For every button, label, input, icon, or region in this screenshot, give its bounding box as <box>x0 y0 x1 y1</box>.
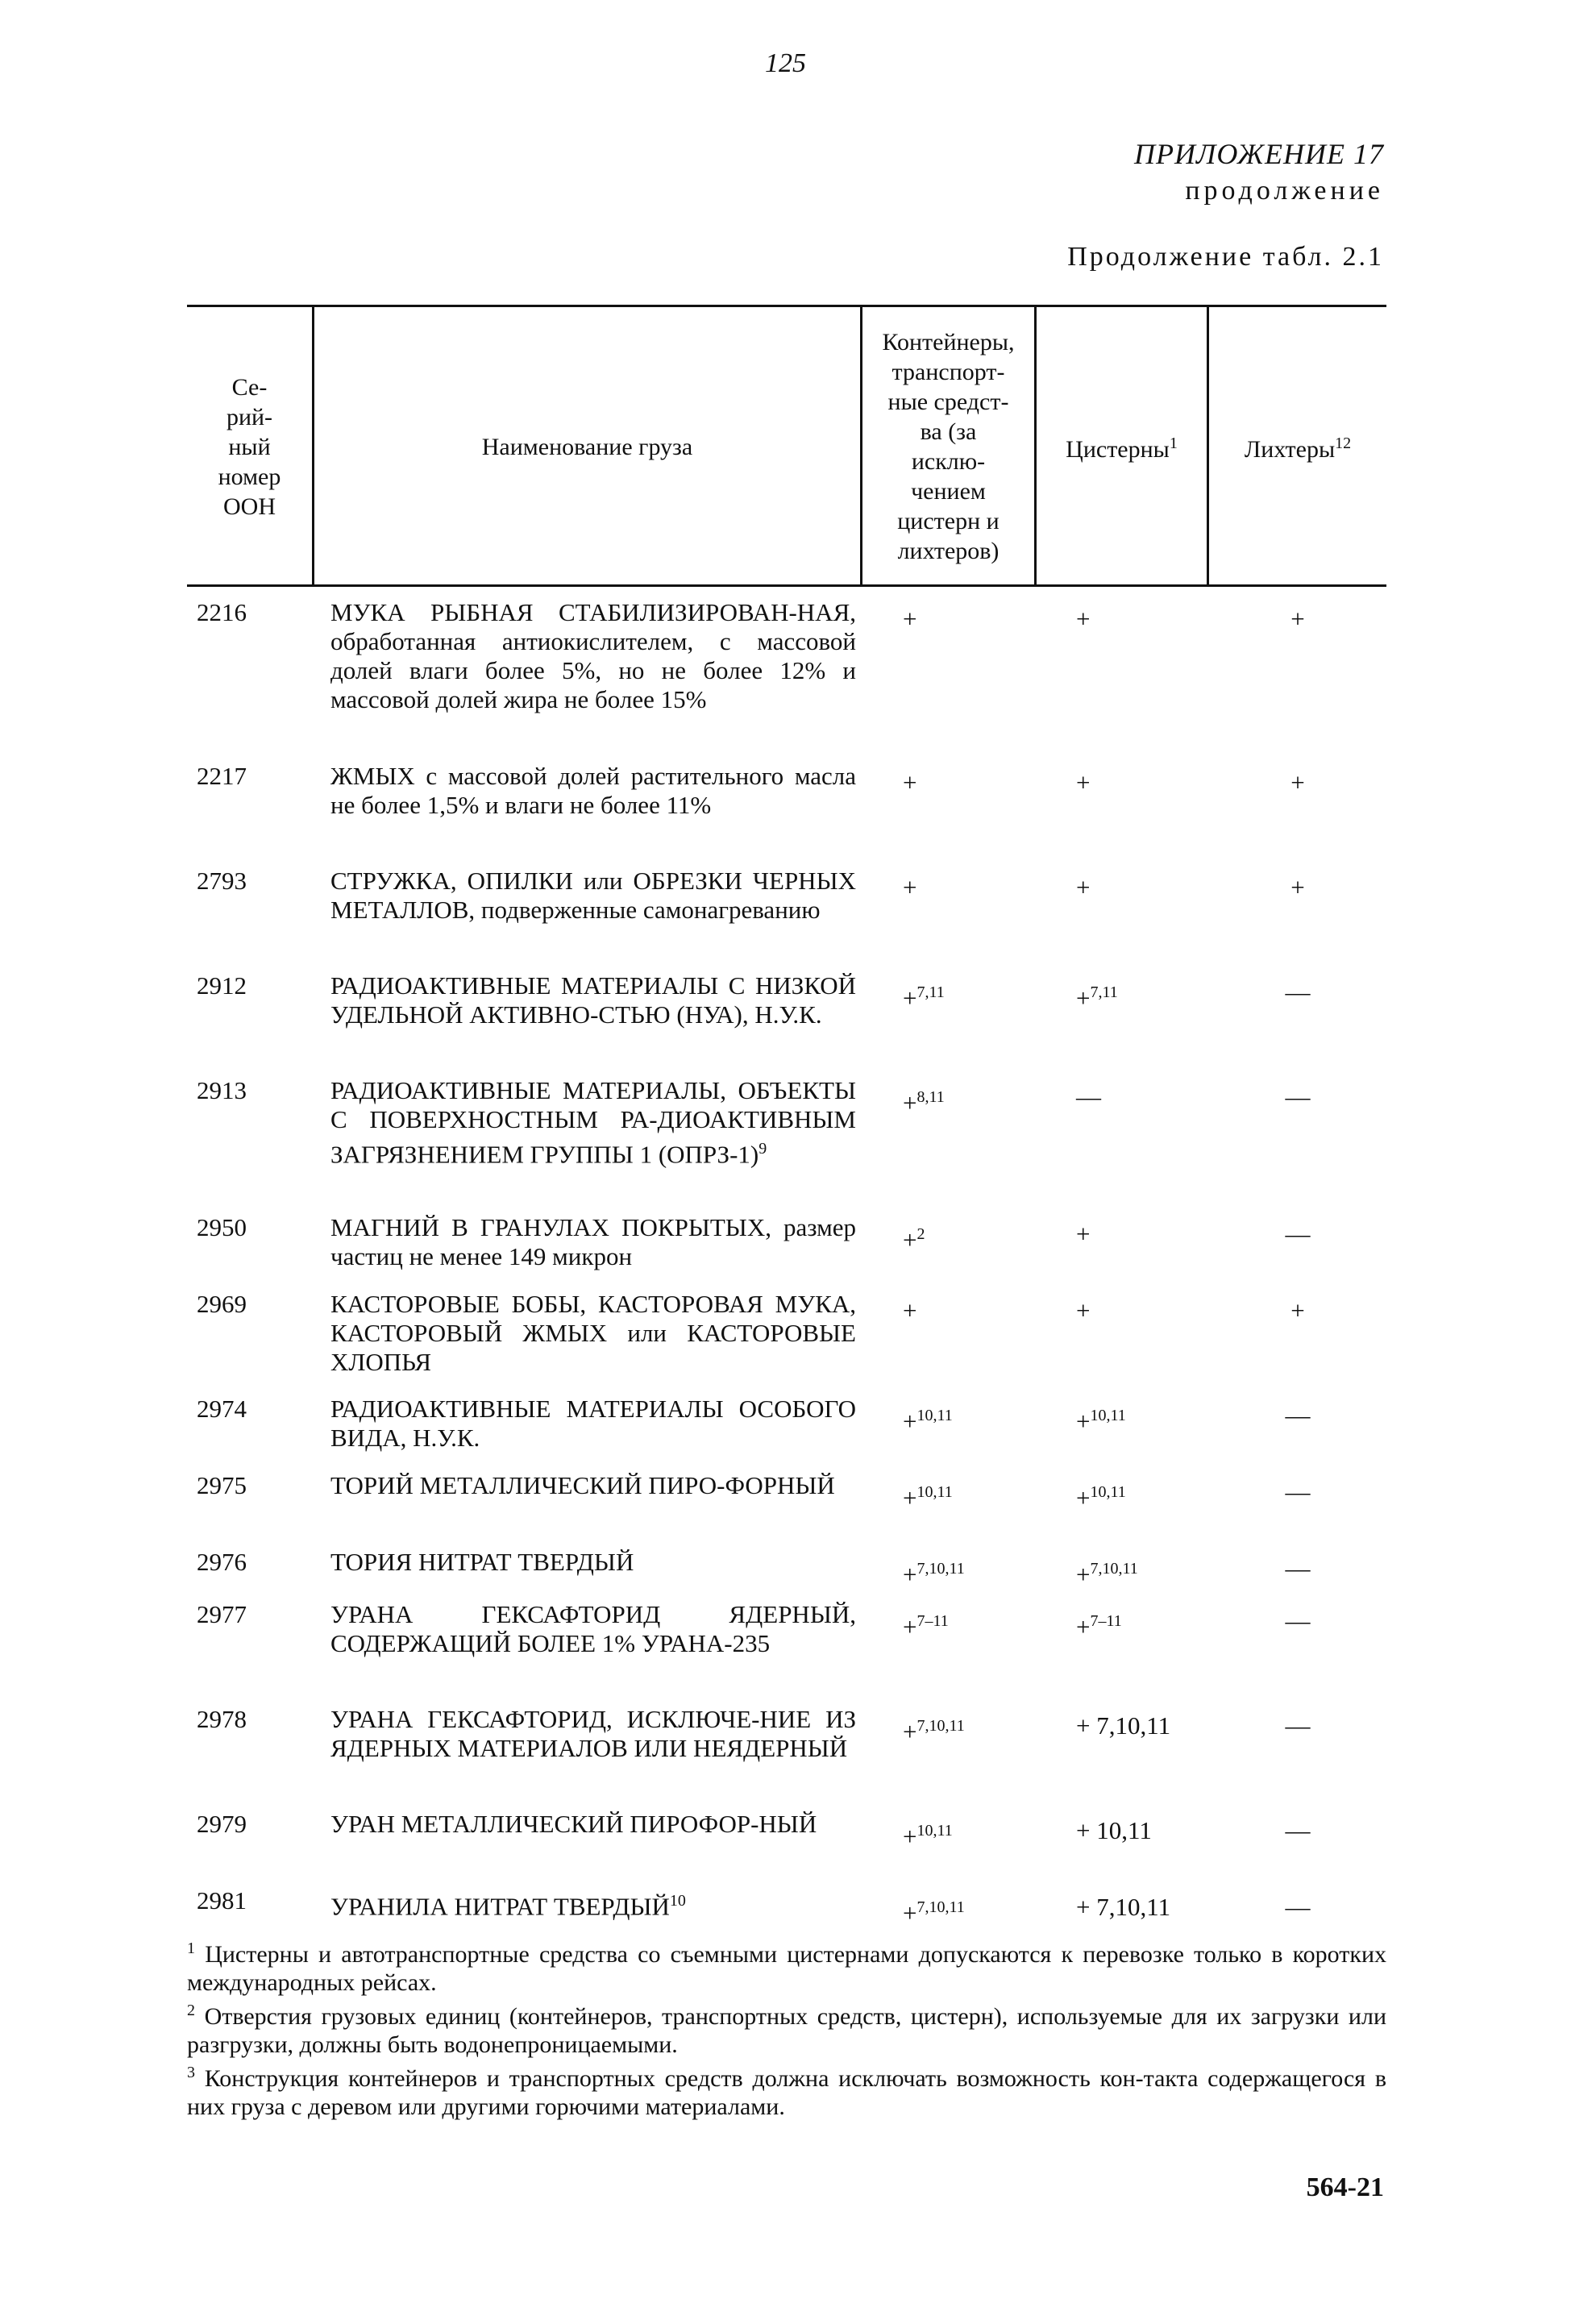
tanks-permit-cell <box>1076 768 1237 797</box>
footnote-text: Отверстия грузовых единиц (контейнеров, транспортных средств, цистерн), используемые для их загрузки или разгрузки, должны быть водонепроницаемыми. <box>187 2003 1387 2058</box>
containers-permit-sign: + <box>903 605 917 633</box>
containers-permit-cell <box>903 1711 1040 1746</box>
lighters-permit-sign: — <box>1285 1401 1311 1429</box>
header-un-number-label: Се- рий- ный номер ООН <box>218 373 281 520</box>
containers-permit-sign: + <box>903 1225 917 1254</box>
lighters-permit-cell <box>1270 873 1326 902</box>
tanks-permit-cell <box>1076 1816 1237 1845</box>
cargo-name-text: УРАНА ГЕКСАФТОРИД ЯДЕРНЫЙ, СОДЕРЖАЩИЙ БОЛЕЕ 1% УРАНА-235 <box>330 1600 856 1657</box>
tanks-permit-sign: + 7,10,11 <box>1076 1893 1171 1921</box>
tanks-permit-cell <box>1076 1296 1237 1325</box>
cargo-name-text: УРАН МЕТАЛЛИЧЕСКИЙ ПИРОФОР-НЫЙ <box>330 1810 817 1838</box>
cargo-name-text: МАГНИЙ В ГРАНУЛАХ ПОКРЫТЫХ, размер частиц не менее 149 микрон <box>330 1213 856 1270</box>
lighters-permit-cell <box>1270 1478 1326 1507</box>
cargo-name-cell <box>330 867 856 925</box>
containers-permit-footnote-marks: 8,11 <box>916 1088 945 1106</box>
cargo-name-footnote-mark: 9 <box>758 1140 767 1158</box>
lighters-permit-sign: — <box>1285 978 1311 1006</box>
lighters-permit-cell <box>1270 1816 1326 1845</box>
tanks-permit-sign: + <box>1076 1483 1091 1512</box>
sheet-code: 564-21 <box>1306 2172 1384 2202</box>
tanks-permit-sign: + <box>1076 605 1091 633</box>
footnote <box>187 1935 1386 1997</box>
cargo-name-cell <box>330 1290 856 1377</box>
containers-permit-sign: + <box>903 1407 917 1436</box>
cargo-name-cell <box>330 971 856 1029</box>
containers-permit-cell <box>903 1607 1040 1641</box>
tanks-permit-sign: + 10,11 <box>1076 1816 1152 1844</box>
lighters-permit-sign: — <box>1285 1893 1311 1921</box>
containers-permit-footnote-marks: 2 <box>916 1225 925 1243</box>
tanks-permit-sign: + <box>1076 1612 1091 1641</box>
header-un-number <box>187 309 312 584</box>
tanks-permit-cell <box>1076 1083 1237 1112</box>
header-lighters-text: Лихтеры <box>1244 436 1336 463</box>
tanks-permit-cell <box>1076 1478 1237 1512</box>
lighters-permit-cell <box>1270 1401 1326 1430</box>
tanks-permit-sign: — <box>1076 1083 1101 1111</box>
containers-permit-sign: + <box>903 1560 917 1589</box>
tanks-permit-cell <box>1076 873 1237 902</box>
containers-permit-cell <box>903 1893 1040 1927</box>
containers-permit-sign: + <box>903 983 917 1012</box>
lighters-permit-cell <box>1270 1083 1326 1112</box>
cargo-name-cell <box>330 1886 856 1921</box>
cargo-name-text: ТОРИЙ МЕТАЛЛИЧЕСКИЙ ПИРО-ФОРНЫЙ <box>330 1471 835 1499</box>
header-lighters-label <box>1245 429 1351 464</box>
table-caption: Продолжение табл. 2.1 <box>1067 242 1384 272</box>
tanks-permit-sign: + <box>1076 1560 1091 1589</box>
containers-permit-footnote-marks: 7,10,11 <box>916 1560 965 1578</box>
containers-permit-footnote-marks: 10,11 <box>916 1483 953 1501</box>
tanks-permit-sign: + <box>1076 768 1091 796</box>
lighters-permit-sign: — <box>1285 1607 1311 1635</box>
footnote-mark: 2 <box>187 2002 195 2019</box>
un-number-cell: 2978 <box>197 1705 247 1733</box>
cargo-name-cell <box>330 598 856 714</box>
lighters-permit-cell <box>1270 978 1326 1007</box>
lighters-permit-sign: + <box>1290 605 1305 633</box>
header-lighters-footnote-mark: 12 <box>1335 434 1352 452</box>
header-tanks-footnote-mark: 1 <box>1169 434 1178 452</box>
lighters-permit-sign: — <box>1285 1083 1311 1111</box>
containers-permit-sign: + <box>903 1717 917 1746</box>
containers-permit-cell <box>903 978 1040 1012</box>
containers-permit-footnote-marks: 7,10,11 <box>916 1898 965 1916</box>
footnote-text: Конструкция контейнеров и транспортных средств должна исключать возможность кон-такта содержащегося в них груза с деревом или другими горючими материалами. <box>187 2065 1387 2120</box>
un-number-cell: 2975 <box>197 1471 247 1499</box>
page-number: 125 <box>765 48 806 78</box>
containers-permit-cell <box>903 768 1040 797</box>
containers-permit-footnote-marks: 10,11 <box>916 1407 953 1424</box>
lighters-permit-sign: — <box>1285 1554 1311 1582</box>
tanks-permit-cell <box>1076 1401 1237 1436</box>
containers-permit-sign: + <box>903 768 917 796</box>
tanks-permit-cell <box>1076 1220 1237 1249</box>
header-lighters <box>1209 309 1386 584</box>
tanks-permit-cell <box>1076 1554 1237 1589</box>
header-tanks-label <box>1066 429 1178 464</box>
tanks-permit-footnote-marks: 10,11 <box>1090 1407 1126 1424</box>
containers-permit-footnote-marks: 7,10,11 <box>916 1717 965 1735</box>
tanks-permit-footnote-marks: 7,11 <box>1090 983 1118 1001</box>
cargo-name-text: ЖМЫХ с массовой долей растительного масла не более 1,5% и влаги не более 11% <box>330 762 856 819</box>
containers-permit-cell <box>903 873 1040 902</box>
tanks-permit-footnote-marks: 10,11 <box>1090 1483 1126 1501</box>
footnote <box>187 2059 1386 2121</box>
containers-permit-sign: + <box>903 1088 917 1117</box>
containers-permit-sign: + <box>903 1483 917 1512</box>
containers-permit-footnote-marks: 7–11 <box>916 1612 949 1630</box>
cargo-name-text: ТОРИЯ НИТРАТ ТВЕРДЫЙ <box>330 1548 634 1576</box>
lighters-permit-sign: — <box>1285 1220 1311 1248</box>
cargo-name-text: РАДИОАКТИВНЫЕ МАТЕРИАЛЫ С НИЗКОЙ УДЕЛЬНОЙ АКТИВНО-СТЬЮ (НУА), Н.У.К. <box>330 971 856 1029</box>
cargo-name-text: МУКА РЫБНАЯ СТАБИЛИЗИРОВАН-НАЯ, обработанная антиокислителем, с массовой долей влаги более 5%, но не более 12% и массовой долей жира не более 15% <box>330 598 856 713</box>
tanks-permit-footnote-marks: 7,10,11 <box>1090 1560 1138 1578</box>
header-cargo-name <box>314 309 860 584</box>
cargo-name-cell <box>330 1395 856 1453</box>
lighters-permit-cell <box>1270 1220 1326 1249</box>
tanks-permit-cell <box>1076 605 1237 634</box>
tanks-permit-cell <box>1076 978 1237 1012</box>
un-number-cell: 2913 <box>197 1076 247 1104</box>
containers-permit-sign: + <box>903 1612 917 1641</box>
footnote-mark: 3 <box>187 2064 195 2081</box>
lighters-permit-sign: + <box>1290 873 1305 901</box>
un-number-cell: 2217 <box>197 762 247 790</box>
tanks-permit-cell <box>1076 1607 1237 1641</box>
tanks-permit-sign: + 7,10,11 <box>1076 1711 1171 1740</box>
appendix-title: ПРИЛОЖЕНИЕ 17 <box>1134 138 1384 170</box>
cargo-name-text: УРАНА ГЕКСАФТОРИД, ИСКЛЮЧЕ-НИЕ ИЗ ЯДЕРНЫХ МАТЕРИАЛОВ ИЛИ НЕЯДЕРНЫЙ <box>330 1705 856 1762</box>
un-number-cell: 2974 <box>197 1395 247 1423</box>
containers-permit-cell <box>903 1083 1040 1117</box>
cargo-name-cell <box>330 1076 856 1169</box>
cargo-name-footnote-mark: 10 <box>669 1892 686 1910</box>
containers-permit-footnote-marks: 10,11 <box>916 1822 953 1840</box>
containers-permit-sign: + <box>903 1822 917 1851</box>
tanks-permit-sign: + <box>1076 873 1091 901</box>
tanks-permit-sign: + <box>1076 983 1091 1012</box>
containers-permit-sign: + <box>903 1898 917 1927</box>
containers-permit-cell <box>903 1554 1040 1589</box>
lighters-permit-cell <box>1270 605 1326 634</box>
header-tanks-text: Цистерны <box>1066 436 1170 463</box>
lighters-permit-cell <box>1270 768 1326 797</box>
lighters-permit-sign: — <box>1285 1478 1311 1506</box>
un-number-cell: 2969 <box>197 1290 247 1318</box>
lighters-permit-sign: + <box>1290 1296 1305 1324</box>
un-number-cell: 2793 <box>197 867 247 895</box>
cargo-name-text: КАСТОРОВЫЕ БОБЫ, КАСТОРОВАЯ МУКА, КАСТОРОВЫЙ ЖМЫХ или КАСТОРОВЫЕ ХЛОПЬЯ <box>330 1290 856 1376</box>
lighters-permit-cell <box>1270 1554 1326 1583</box>
cargo-name-cell <box>330 1471 856 1500</box>
tanks-permit-footnote-marks: 7–11 <box>1090 1612 1122 1630</box>
containers-permit-cell <box>903 1478 1040 1512</box>
appendix-subtitle: продолжение <box>1185 176 1384 206</box>
un-number-cell: 2912 <box>197 971 247 1000</box>
containers-permit-cell <box>903 1816 1040 1851</box>
lighters-permit-cell <box>1270 1296 1326 1325</box>
cargo-name-cell <box>330 1548 856 1577</box>
tanks-permit-cell <box>1076 1893 1237 1922</box>
cargo-name-text: РАДИОАКТИВНЫЕ МАТЕРИАЛЫ, ОБЪЕКТЫ С ПОВЕРХНОСТНЫМ РА-ДИОАКТИВНЫМ ЗАГРЯЗНЕНИЕМ ГРУППЫ 1 (ОПРЗ-1) <box>330 1076 856 1169</box>
lighters-permit-cell <box>1270 1893 1326 1922</box>
header-cargo-name-label: Наименование груза <box>481 433 693 460</box>
header-containers-label: Контейнеры, транспорт- ные средст- ва (за исклю- чением цистерн и лихтеров) <box>882 329 1015 564</box>
footnotes <box>187 1935 1386 2121</box>
un-number-cell: 2950 <box>197 1213 247 1241</box>
containers-permit-sign: + <box>903 1296 917 1324</box>
containers-permit-cell <box>903 1220 1040 1254</box>
un-number-cell: 2981 <box>197 1886 247 1914</box>
lighters-permit-sign: — <box>1285 1816 1311 1844</box>
un-number-cell: 2216 <box>197 598 247 626</box>
footnote-text: Цистерны и автотранспортные средства со съемными цистернами допускаются к перевозке только в коротких международных рейсах. <box>187 1941 1386 1996</box>
containers-permit-cell <box>903 605 1040 634</box>
cargo-name-cell <box>330 1705 856 1763</box>
lighters-permit-sign: + <box>1290 768 1305 796</box>
cargo-name-cell <box>330 1810 856 1839</box>
cargo-name-text: УРАНИЛА НИТРАТ ТВЕРДЫЙ <box>330 1892 670 1921</box>
cargo-name-cell <box>330 762 856 820</box>
containers-permit-footnote-marks: 7,11 <box>916 983 945 1001</box>
un-number-cell: 2979 <box>197 1810 247 1838</box>
header-containers <box>862 309 1034 584</box>
containers-permit-cell <box>903 1296 1040 1325</box>
header-tanks <box>1037 309 1207 584</box>
containers-permit-sign: + <box>903 873 917 901</box>
footnote-mark: 1 <box>187 1939 195 1957</box>
cargo-name-cell <box>330 1600 856 1658</box>
footnote <box>187 1997 1386 2059</box>
tanks-permit-cell <box>1076 1711 1237 1740</box>
un-number-cell: 2976 <box>197 1548 247 1576</box>
lighters-permit-cell <box>1270 1711 1326 1740</box>
tanks-permit-sign: + <box>1076 1296 1091 1324</box>
un-number-cell: 2977 <box>197 1600 247 1628</box>
lighters-permit-cell <box>1270 1607 1326 1636</box>
containers-permit-cell <box>903 1401 1040 1436</box>
cargo-name-cell <box>330 1213 856 1271</box>
tanks-permit-sign: + <box>1076 1220 1091 1248</box>
cargo-name-text: СТРУЖКА, ОПИЛКИ или ОБРЕЗКИ ЧЕРНЫХ МЕТАЛЛОВ, подверженные самонагреванию <box>330 867 856 924</box>
tanks-permit-sign: + <box>1076 1407 1091 1436</box>
lighters-permit-sign: — <box>1285 1711 1311 1740</box>
cargo-name-text: РАДИОАКТИВНЫЕ МАТЕРИАЛЫ ОСОБОГО ВИДА, Н.У.К. <box>330 1395 856 1452</box>
